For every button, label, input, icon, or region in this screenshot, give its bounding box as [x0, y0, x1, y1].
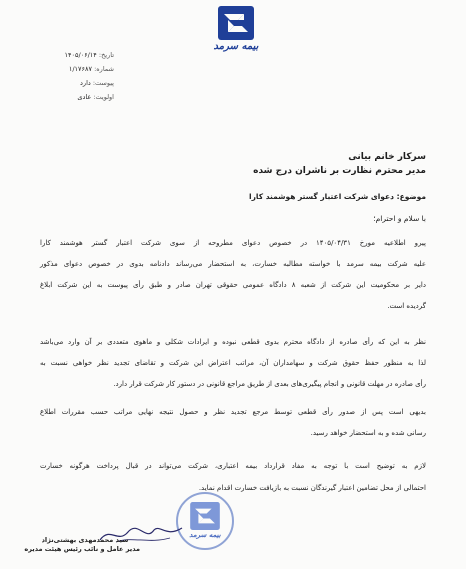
letter-subject: موضوع: دعوای شرکت اعتبار گستر هوشمند کارا	[249, 192, 426, 201]
recipient-name: سرکار خانم بیانی	[348, 152, 426, 162]
paragraph-4-line-2: احتمالی از محل تضامین اعتبار گیرندگان نسبت به بازیافت خسارت اقدام نماید.	[198, 484, 426, 492]
paragraph-1-line-3: دایر بر محکومیت این شرکت از شعبه ۸ دادگاه عمومی حقوقی تهران صادر و طبق رأی پیوست به این شرکت ابلاغ	[40, 281, 426, 289]
attachment-label: پیوست:	[92, 79, 114, 87]
paragraph-1-line-2: علیه شرکت بیمه سرمد با خواسته مطالبه خسارت، به استحضار می‌رساند دادنامه بدوی در خصوص دعوای مذکور	[40, 260, 426, 268]
recipient-block	[253, 150, 426, 178]
signer-name: سید محمدمهدی بهشتی‌نژاد	[41, 536, 129, 544]
paragraph-4-line-1: لازم به توضیح است با توجه به مفاد قرارداد بیمه اعتباری، شرکت می‌تواند در قبال پرداخت هرگونه خسارت	[40, 462, 426, 470]
logo-text: بیمه سرمد	[213, 41, 259, 52]
sarmad-logo-icon	[218, 6, 254, 40]
priority-value: عادی	[77, 93, 92, 101]
company-logo	[206, 6, 266, 58]
attachment-row	[24, 76, 114, 90]
paragraph-1-line-1: پیرو اطلاعیه مورخ ۱۴۰۵/۰۴/۳۱ در خصوص دعوای مطروحه از سوی شرکت اعتبار گستر هوشمند کارا	[40, 239, 426, 247]
paragraph-2-line-2: لذا به منظور حفظ حقوق شرکت و سهامداران آن، مراتب اعتراض این شرکت و تقاضای تجدید نظر خواهی نسبت به	[40, 359, 426, 367]
paragraph-3-line-2: رسانی شده و به استحضار خواهد رسید.	[310, 429, 426, 437]
paragraph-2-line-1: نظر به این که رأی صادره از دادگاه محترم بدوی قطعی نبوده و ایرادات شکلی و ماهوی متعددی بر آن وارد می‌باشد	[40, 338, 426, 346]
letter-meta	[24, 48, 114, 104]
date-row	[24, 48, 114, 62]
date-value: ۱۴۰۵/۰۶/۱۴	[64, 51, 97, 59]
number-row	[24, 62, 114, 76]
paragraph-2-line-3: رأی صادره در مهلت قانونی و انجام پیگیری‌های بعدی از طریق مراجع قانونی در دستور کار شرکت قرار دارد.	[113, 380, 426, 388]
paragraph-1-line-4: گردیده است.	[387, 302, 426, 310]
priority-label: اولویت:	[93, 93, 114, 101]
number-value: ۱/۱۷۶۸۷	[68, 65, 92, 73]
attachment-value: دارد	[80, 79, 91, 87]
number-label: شماره:	[94, 65, 114, 73]
recipient-title: مدیر محترم نظارت بر ناشران درج شده	[253, 166, 426, 176]
stamp-text: بیمه سرمد	[189, 531, 221, 539]
date-label: تاریخ:	[98, 51, 114, 59]
stamp-logo-icon	[190, 502, 220, 530]
paragraph-3-line-1: بدیهی است پس از صدور رأی قطعی توسط مرجع تجدید نظر و حصول نتیجه نهایی مراتب حسب مقررات اطلاع	[40, 408, 426, 416]
signer-title: مدیر عامل و نائب رئیس هیئت مدیره	[24, 545, 140, 553]
greeting: با سلام و احترام؛	[373, 214, 426, 223]
signer-block	[24, 536, 140, 554]
priority-row	[24, 90, 114, 104]
